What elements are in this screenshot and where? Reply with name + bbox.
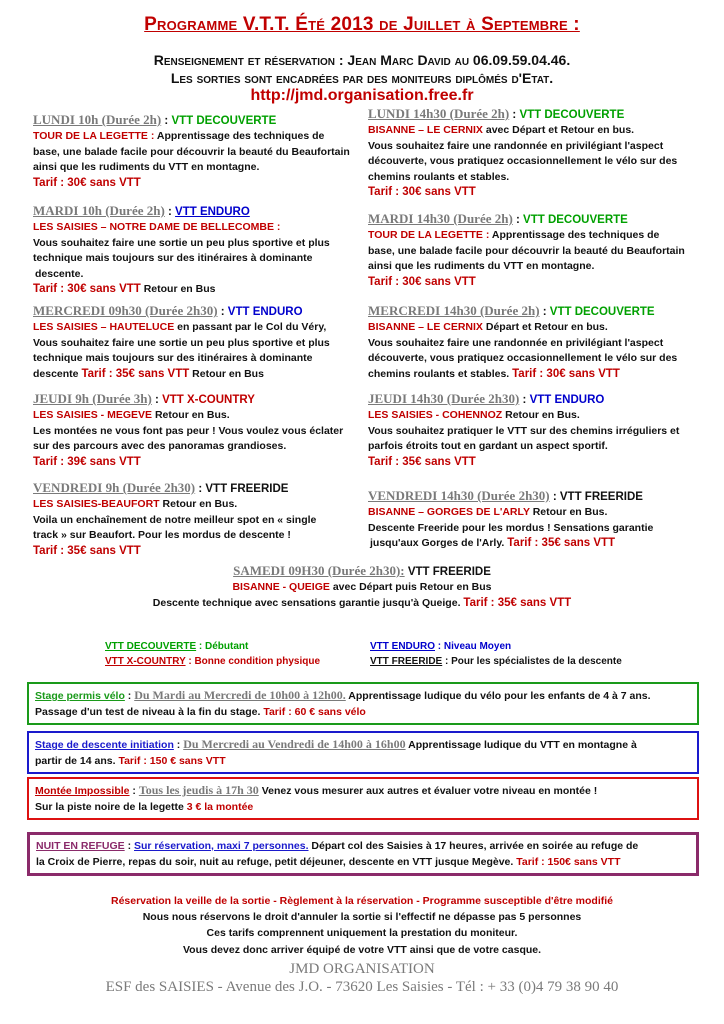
session-text: technique mais toujours sur des itinéraires à dominante — [33, 252, 313, 264]
session-day: LUNDI 10h (Durée 2h) — [33, 112, 162, 127]
session-text: ainsi que les rudiments du VTT en montagne. — [33, 161, 260, 173]
session-place: TOUR DE LA LEGETTE : — [33, 130, 155, 142]
session-thursday-afternoon: JEUDI 14h30 (Durée 2h30) : VTT ENDURO LES SAISIES - COHENNOZ Retour en Bus. Vous souhaitez pratiquer le VTT sur des chemins irréguliers et parfois étroits tout en gardant un aspect sportif. Tarif : 35€ sans VTT — [368, 391, 708, 470]
session-price: Tarif : 35€ sans VTT — [81, 367, 190, 380]
nuit-refuge-box: NUIT EN REFUGE : Sur réservation, maxi 7 personnes. Départ col des Saisies à 17 heures, arrivée en soirée au refuge de la Croix de Pierre, repas du soir, nuit au refuge, petit déjeuner, descente en VTT jusque Megève. Tarif : 150€ sans VTT — [27, 832, 699, 876]
session-text: track » sur Beaufort. Pour les mordus de descente ! — [33, 529, 291, 541]
session-text: Vous souhaitez faire une randonnée en privilégiant l'aspect — [368, 336, 664, 349]
session-place: TOUR DE LA LEGETTE : — [368, 229, 490, 241]
session-text: ainsi que les rudiments du VTT en montagne. — [368, 260, 595, 272]
session-day: MERCREDI 09h30 (Durée 2h30) — [33, 303, 218, 318]
session-text: Vous souhaitez faire une sortie un peu plus sportive et plus — [33, 336, 330, 349]
session-text: base, une balade facile pour découvrir la beauté du Beaufortain — [33, 145, 350, 158]
staff-line: Les sorties sont encadrées par des moniteurs diplômés d'Etat. — [170, 70, 554, 86]
session-type: VTT ENDURO — [227, 306, 303, 318]
session-type: VTT DECOUVERTE — [549, 306, 655, 318]
org-name: JMD ORGANISATION — [289, 961, 435, 977]
session-place: LES SAISIES – NOTRE DAME DE BELLECOMBE : — [33, 221, 281, 233]
website-link[interactable]: http://jmd.organisation.free.fr — [250, 87, 474, 104]
session-friday-morning: VENDREDI 9h (Durée 2h30) : VTT FREERIDE LES SAISIES-BEAUFORT Retour en Bus. Voila un enchaînement de notre meilleur spot en « single track » sur Beaufort. Pour les mordus de descente ! Tarif : 35€ sans VTT — [33, 480, 368, 559]
session-day: SAMEDI 09H30 (Durée 2h30): — [233, 563, 405, 578]
legend-decouverte: VTT DECOUVERTE : Débutant — [105, 641, 249, 652]
stage-descente-box: Stage de descente initiation : Du Mercredi au Vendredi de 14h00 à 16h00 Apprentissage ludique du VTT en montagne à partir de 14 ans. Tarif : 150 € sans VTT — [27, 731, 699, 774]
montee-impossible-box: Montée Impossible : Tous les jeudis à 17h 30 Venez vous mesurer aux autres et évaluer votre niveau en montée ! Sur la piste noire de la legette 3 € la montée — [27, 777, 699, 820]
session-day: VENDREDI 9h (Durée 2h30) — [33, 480, 196, 495]
session-type: VTT DECOUVERTE — [523, 214, 628, 226]
session-text: Vous souhaitez pratiquer le VTT sur des chemins irréguliers et — [368, 424, 680, 437]
session-day: JEUDI 14h30 (Durée 2h30) — [368, 391, 520, 406]
session-price: Tarif : 35€ sans VTT — [368, 455, 476, 468]
session-text: descente. — [35, 267, 84, 280]
legend-enduro: VTT ENDURO : Niveau Moyen — [370, 641, 512, 652]
session-text: Apprentissage des techniques de — [156, 130, 325, 142]
org-address: ESF des SAISIES - Avenue des J.O. - 73620 Les Saisies - Tél : + 33 (0)4 79 38 90 40 — [105, 979, 619, 995]
session-type: VTT FREERIDE — [205, 483, 289, 495]
session-price: Tarif : 39€ sans VTT — [33, 455, 141, 468]
session-text: technique mais toujours sur des itinéraires à dominante — [33, 352, 313, 364]
session-price: Tarif : 30€ sans VTT — [368, 186, 476, 198]
session-place: BISANNE – GORGES DE L'ARLY — [368, 506, 530, 518]
session-day: MARDI 14h30 (Durée 2h) — [368, 211, 513, 226]
session-type: VTT FREERIDE — [407, 566, 491, 578]
session-place: LES SAISIES - MEGEVE — [33, 409, 153, 421]
footer-equipment: Vous devez donc arriver équipé de votre VTT ainsi que de votre casque. — [182, 944, 542, 956]
session-thursday-morning: JEUDI 9h (Durée 3h) : VTT X-COUNTRY LES SAISIES - MEGEVE Retour en Bus. Les montées ne vous font pas peur ! Vous voulez vous éclater sur des parcours avec des panoramas grandioses. Tarif : 39€ sans VTT — [33, 391, 368, 470]
session-price: Tarif : 30€ sans VTT — [368, 275, 476, 288]
session-text: base, une balade facile pour découvrir la beauté du Beaufortain — [368, 244, 685, 257]
session-place: BISANNE - QUEIGE — [232, 581, 330, 593]
session-price: Tarif : 30€ sans VTT — [512, 367, 620, 380]
session-text: Les montées ne vous font pas peur ! Vous voulez vous éclater — [33, 424, 344, 437]
session-place: BISANNE – LE CERNIX — [368, 321, 483, 333]
session-type: VTT X-COUNTRY — [162, 394, 255, 406]
session-type: VTT ENDURO — [529, 394, 605, 406]
session-monday-afternoon: LUNDI 14h30 (Durée 2h) : VTT DECOUVERTE BISANNE – LE CERNIX avec Départ et Retour en bus. Vous souhaitez faire une randonnée en privilégiant l'aspect découverte, vous pratiquez occasionnellement le vélo sur des chemins roulants et stables. Tarif : 30€ sans VTT — [368, 106, 708, 201]
session-price: Tarif : 30€ sans VTT — [33, 283, 141, 295]
session-saturday: SAMEDI 09H30 (Durée 2h30): VTT FREERIDE BISANNE - QUEIGE avec Départ puis Retour en Bus Descente technique avec sensations garantie jusqu'à Queige. Tarif : 35€ sans VTT — [152, 563, 572, 609]
session-type: VTT ENDURO — [175, 206, 250, 218]
session-text: Descente Freeride pour les mordus ! Sensations garantie — [368, 521, 654, 534]
session-place: LES SAISIES-BEAUFORT — [33, 498, 160, 510]
footer-reservation: Réservation la veille de la sortie - Règlement à la réservation - Programme susceptible d'être modifié — [110, 895, 613, 907]
session-text: Vous souhaitez faire une randonnée en privilégiant l'aspect — [368, 139, 664, 152]
session-tuesday-afternoon: MARDI 14h30 (Durée 2h) : VTT DECOUVERTE TOUR DE LA LEGETTE : Apprentissage des techniques de base, une balade facile pour découvrir la beauté du Beaufortain ainsi que les rudiments du VTT en montagne. Tarif : 30€ sans VTT — [368, 211, 708, 290]
session-place: BISANNE – LE CERNIX — [368, 124, 483, 136]
session-tuesday-morning: MARDI 10h (Durée 2h) : VTT ENDURO LES SAISIES – NOTRE DAME DE BELLECOMBE : Vous souhaitez faire une sortie un peu plus sportive et plus technique mais toujours sur des itinéraires à dominante descente. Tarif : 30€ sans VTT Retour en Bus — [33, 203, 368, 298]
session-monday-morning: LUNDI 10h (Durée 2h) : VTT DECOUVERTE TOUR DE LA LEGETTE : Apprentissage des techniques de base, une balade facile pour découvrir la beauté du Beaufortain ainsi que les rudiments du VTT en montagne. Tarif : 30€ sans VTT — [33, 112, 368, 191]
session-price: Tarif : 35€ sans VTT — [507, 537, 616, 549]
session-type: VTT FREERIDE — [559, 491, 643, 503]
legend-xcountry: VTT X-COUNTRY : Bonne condition physique — [105, 656, 321, 667]
session-day: VENDREDI 14h30 (Durée 2h30) — [368, 488, 550, 503]
session-type: VTT DECOUVERTE — [519, 109, 625, 121]
session-price: Tarif : 30€ sans VTT — [33, 176, 141, 189]
session-wednesday-afternoon: MERCREDI 14h30 (Durée 2h) : VTT DECOUVERTE BISANNE – LE CERNIX Départ et Retour en bus. Vous souhaitez faire une randonnée en privilégiant l'aspect découverte, vous pratiquez occasionnellement le vélo sur des chemins roulants et stables. Tarif : 30€ sans VTT — [368, 303, 708, 382]
session-price: Tarif : 35€ sans VTT — [33, 544, 141, 557]
footer-cancel: Nous nous réservons le droit d'annuler la sortie si l'effectif ne dépasse pas 5 personnes — [142, 911, 582, 923]
session-text: sur des parcours avec des panoramas grandioses. — [33, 440, 287, 452]
stage-permis-velo-box: Stage permis vélo : Du Mardi au Mercredi de 10h00 à 12h00. Apprentissage ludique du vélo pour les enfants de 4 à 7 ans. Passage d'un test de niveau à la fin du stage. Tarif : 60 € sans vélo — [27, 682, 699, 725]
session-type: VTT DECOUVERTE — [171, 115, 277, 127]
session-text: Voila un enchaînement de notre meilleur spot en « single — [33, 513, 317, 526]
session-place: LES SAISIES – HAUTELUCE — [33, 321, 175, 333]
session-text: chemins roulants et stables. — [368, 170, 510, 183]
session-text: découverte, vous pratiquez occasionnellement le vélo sur des — [368, 352, 678, 364]
session-day: LUNDI 14h30 (Durée 2h) — [368, 106, 510, 121]
session-wednesday-morning: MERCREDI 09h30 (Durée 2h30) : VTT ENDURO LES SAISIES – HAUTELUCE en passant par le Col du Véry, Vous souhaitez faire une sortie un peu plus sportive et plus technique mais toujours sur des itinéraires à dominante descente Tarif : 35€ sans VTT Retour en Bus — [33, 303, 368, 382]
session-day: JEUDI 9h (Durée 3h) — [33, 391, 152, 406]
session-text: parfois étroits tout en gardant un aspect sportif. — [368, 440, 608, 452]
session-friday-afternoon: VENDREDI 14h30 (Durée 2h30) : VTT FREERIDE BISANNE – GORGES DE L'ARLY Retour en Bus. Descente Freeride pour les mordus ! Sensations garantie jusqu'aux Gorges de l'Arly. Tarif : 35€ sans VTT — [368, 488, 708, 552]
session-day: MARDI 10h (Durée 2h) — [33, 203, 165, 218]
footer-tarifs: Ces tarifs comprennent uniquement la prestation du moniteur. — [206, 927, 518, 939]
info-line: Renseignement et réservation : Jean Marc David au 06.09.59.04.46. — [153, 52, 571, 68]
page-title: Programme V.T.T. Été 2013 de Juillet à Septembre : — [144, 14, 580, 35]
session-text: Vous souhaitez faire une sortie un peu plus sportive et plus — [33, 236, 330, 249]
session-text: découverte, vous pratiquez occasionnellement le vélo sur des — [368, 155, 678, 167]
legend-freeride: VTT FREERIDE : Pour les spécialistes de la descente — [370, 656, 622, 667]
session-price: Tarif : 35€ sans VTT — [463, 596, 572, 609]
session-day: MERCREDI 14h30 (Durée 2h) — [368, 303, 540, 318]
session-place: LES SAISIES - COHENNOZ — [368, 409, 503, 421]
